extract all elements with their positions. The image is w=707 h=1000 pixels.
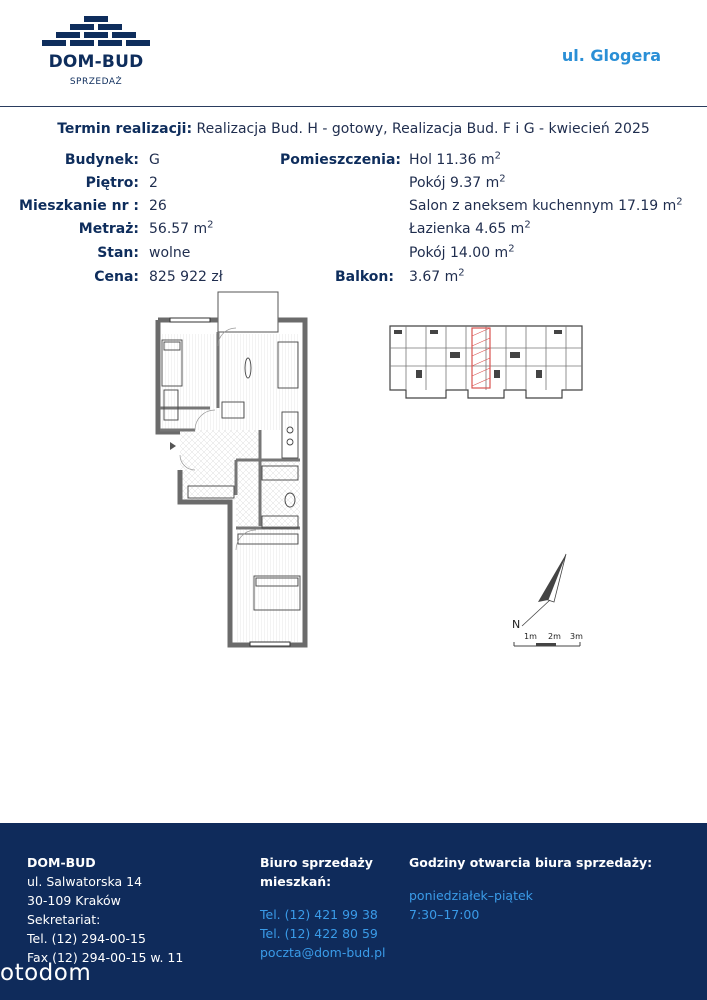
metraz-label: Metraż: <box>78 221 139 237</box>
realization-label: Termin realizacji: <box>57 121 193 137</box>
footer-fax: Fax (12) 294-00-15 w. 11 <box>27 950 184 965</box>
mieszkanie-value: 26 <box>149 198 167 214</box>
apartment-floor-plan <box>150 290 320 650</box>
footer-address1: ul. Salwatorska 14 <box>27 874 143 889</box>
footer-company: DOM-BUD <box>27 855 96 870</box>
room-item: Salon z aneksem kuchennym 17.19 $m^2$ <box>409 196 683 214</box>
page-header <box>0 0 707 108</box>
mieszkanie-label: Mieszkanie nr : <box>19 198 139 214</box>
company-logo <box>40 14 152 94</box>
realization-line <box>0 121 707 137</box>
stan-value: wolne <box>149 245 191 261</box>
office-tel-link[interactable]: Tel. (12) 421 99 38 <box>260 907 378 922</box>
otodom-watermark: otodom <box>0 960 92 986</box>
building-key-plan <box>386 318 586 400</box>
office-title: Biuro sprzedaży <box>260 855 373 870</box>
cena-value: 825 922 zł <box>149 269 223 285</box>
header-divider <box>0 106 707 107</box>
stan-label: Stan: <box>97 245 139 261</box>
scale-label: 3m <box>570 632 583 641</box>
realization-value: Realizacja Bud. H - gotowy, Realizacja Bud. F i G - kwiecień 2025 <box>196 121 650 137</box>
footer-secretariat: Sekretariat: <box>27 912 101 927</box>
compass-scale <box>508 552 588 647</box>
metraz-value: 56.57 $m^2$ <box>149 219 214 237</box>
hours-days: poniedziałek–piątek <box>409 888 533 903</box>
scale-label: 1m <box>524 632 537 641</box>
entrance-arrow-icon <box>170 442 176 450</box>
page-footer <box>0 823 707 1000</box>
bricks-logo-icon <box>40 14 152 54</box>
scale-label: 2m <box>548 632 561 641</box>
hours-title: Godziny otwarcia biura sprzedaży: <box>409 855 653 870</box>
office-email-link[interactable]: poczta@dom-bud.pl <box>260 945 386 960</box>
budynek-label: Budynek: <box>64 152 139 168</box>
logo-text: DOM-BUD <box>48 52 144 72</box>
hours-time: 7:30–17:00 <box>409 907 480 922</box>
footer-address2: 30-109 Kraków <box>27 893 121 908</box>
balkon-label: Balkon: <box>334 269 394 285</box>
pietro-value: 2 <box>149 175 158 191</box>
balkon-value: 3.67 $m^2$ <box>409 267 465 285</box>
rooms-label: Pomieszczenia: <box>280 152 401 168</box>
north-label: N <box>512 618 521 631</box>
footer-tel: Tel. (12) 294-00-15 <box>27 931 146 946</box>
office-title-2: mieszkań: <box>260 874 332 889</box>
logo-subtitle: SPRZEDAŻ <box>69 77 123 87</box>
room-item: Pokój 14.00 $m^2$ <box>409 243 515 261</box>
street-name: ul. Glogera <box>561 46 661 65</box>
room-item: Hol 11.36 $m^2$ <box>409 150 501 168</box>
budynek-value: G <box>149 152 160 168</box>
pietro-label: Piętro: <box>85 175 139 191</box>
room-item: Pokój 9.37 $m^2$ <box>409 173 506 191</box>
cena-label: Cena: <box>94 269 139 285</box>
room-item: Łazienka 4.65 $m^2$ <box>409 219 531 237</box>
office-tel-link[interactable]: Tel. (12) 422 80 59 <box>260 926 378 941</box>
